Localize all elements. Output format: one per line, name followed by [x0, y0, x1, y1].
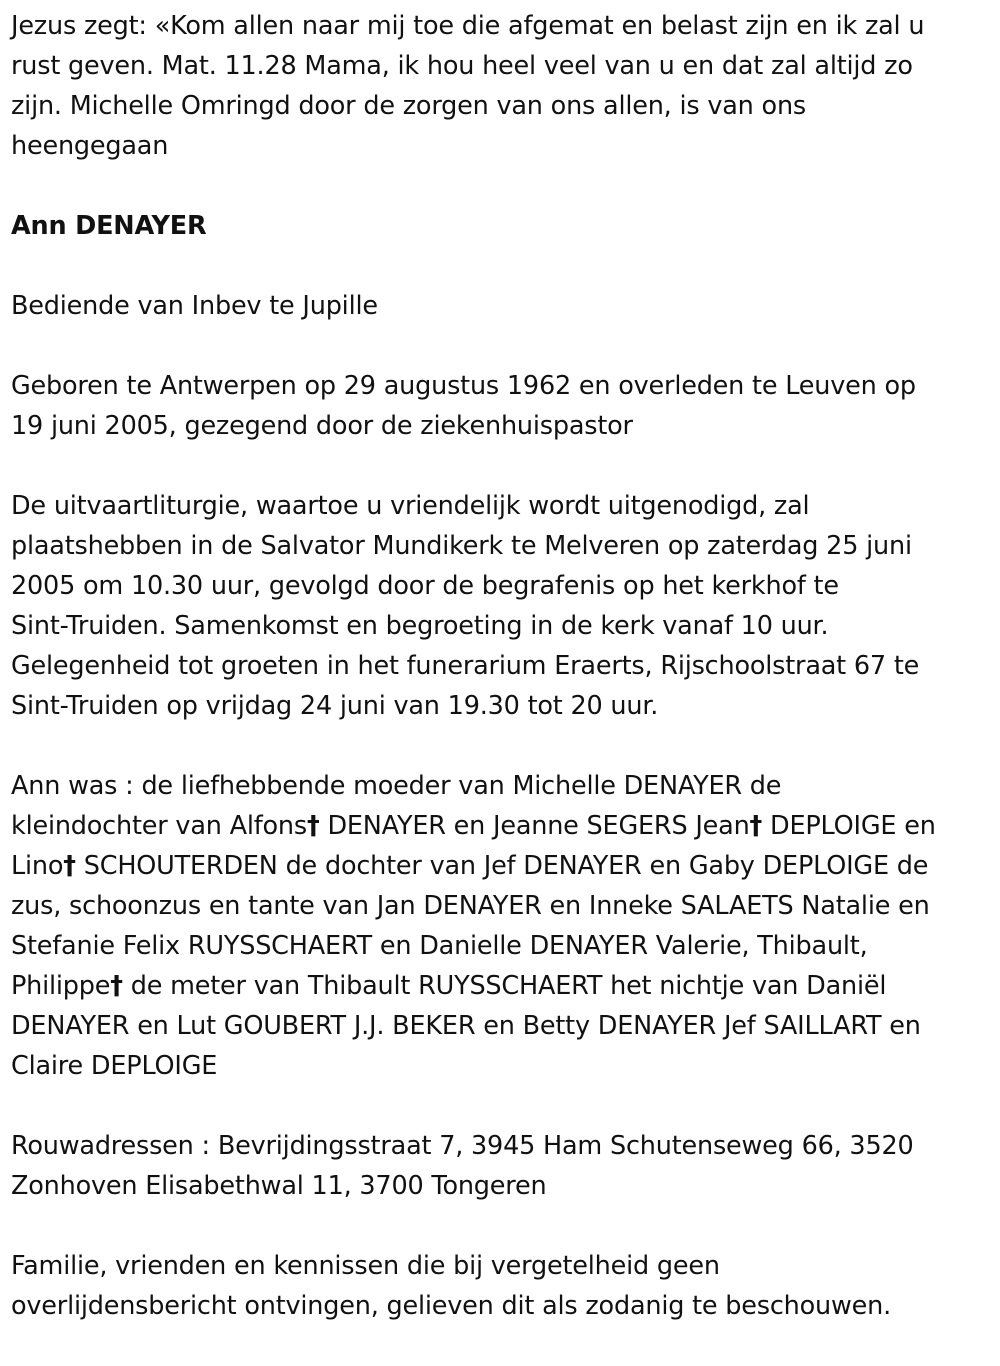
funeral-line: De uitvaartliturgie, waartoe u vriendelijk wordt uitgenodigd, zal — [11, 491, 810, 521]
family-paragraph — [11, 766, 993, 1086]
birth-death-line: 19 juni 2005, gezegend door de ziekenhuispastor — [11, 411, 633, 441]
cross-icon: † — [63, 851, 76, 881]
intro-paragraph — [11, 6, 993, 166]
occupation-paragraph — [11, 286, 993, 326]
occupation-text: Bediende van Inbev te Jupille — [11, 291, 378, 321]
cross-icon: † — [306, 811, 320, 841]
funeral-line: 2005 om 10.30 uur, gevolgd door de begrafenis op het kerkhof te — [11, 571, 839, 601]
intro-line: zijn. Michelle Omringd door de zorgen van ons allen, is van ons — [11, 91, 806, 121]
obituary-document — [11, 6, 993, 1366]
birth-death-line: Geboren te Antwerpen op 29 augustus 1962 en overleden te Leuven op — [11, 371, 916, 401]
funeral-line: Sint-Truiden. Samenkomst en begroeting in de kerk vanaf 10 uur. — [11, 611, 829, 641]
family-line: Stefanie Felix RUYSSCHAERT en Danielle DENAYER Valerie, Thibault, — [11, 931, 868, 961]
family-line — [11, 966, 993, 1006]
family-text: Lino — [11, 851, 64, 881]
address-line: Rouwadressen : Bevrijdingsstraat 7, 3945 Ham Schutenseweg 66, 3520 — [11, 1131, 914, 1161]
family-line: Claire DEPLOIGE — [11, 1051, 218, 1081]
family-text: SCHOUTERDEN de dochter van Jef DENAYER en Gaby DEPLOIGE de — [75, 851, 929, 881]
birth-death-paragraph — [11, 366, 993, 446]
funeral-line: plaatshebben in de Salvator Mundikerk te Melveren op zaterdag 25 juni — [11, 531, 912, 561]
family-text: Philippe — [11, 971, 111, 1001]
intro-line: rust geven. Mat. 11.28 Mama, ik hou heel veel van u en dat zal altijd zo — [11, 51, 913, 81]
family-text: de meter van Thibault RUYSSCHAERT het nichtje van Daniël — [122, 971, 887, 1001]
funeral-line: Sint-Truiden op vrijdag 24 juni van 19.30 tot 20 uur. — [11, 691, 659, 721]
deceased-name — [11, 206, 993, 246]
family-line — [11, 806, 993, 846]
family-text: DENAYER en Jeanne SEGERS Jean — [319, 811, 750, 841]
family-text: DEPLOIGE en — [762, 811, 936, 841]
family-line: Ann was : de liefhebbende moeder van Michelle DENAYER de — [11, 771, 782, 801]
family-text: kleindochter van Alfons — [11, 811, 307, 841]
cross-icon: † — [749, 811, 763, 841]
address-line: Zonhoven Elisabethwal 11, 3700 Tongeren — [11, 1171, 547, 1201]
cross-icon: † — [110, 971, 123, 1001]
intro-line: heengegaan — [11, 131, 169, 161]
closing-paragraph — [11, 1246, 993, 1326]
deceased-name-text: Ann DENAYER — [11, 211, 207, 241]
closing-line: Familie, vrienden en kennissen die bij vergetelheid geen — [11, 1251, 720, 1281]
intro-line: Jezus zegt: «Kom allen naar mij toe die afgemat en belast zijn en ik zal u — [11, 11, 925, 41]
addresses-paragraph — [11, 1126, 993, 1206]
family-line: DENAYER en Lut GOUBERT J.J. BEKER en Betty DENAYER Jef SAILLART en — [11, 1011, 921, 1041]
funeral-paragraph — [11, 486, 993, 726]
funeral-line: Gelegenheid tot groeten in het funerarium Eraerts, Rijschoolstraat 67 te — [11, 651, 920, 681]
closing-line: overlijdensbericht ontvingen, gelieven dit als zodanig te beschouwen. — [11, 1291, 892, 1321]
family-line — [11, 846, 993, 886]
family-line: zus, schoonzus en tante van Jan DENAYER en Inneke SALAETS Natalie en — [11, 891, 930, 921]
